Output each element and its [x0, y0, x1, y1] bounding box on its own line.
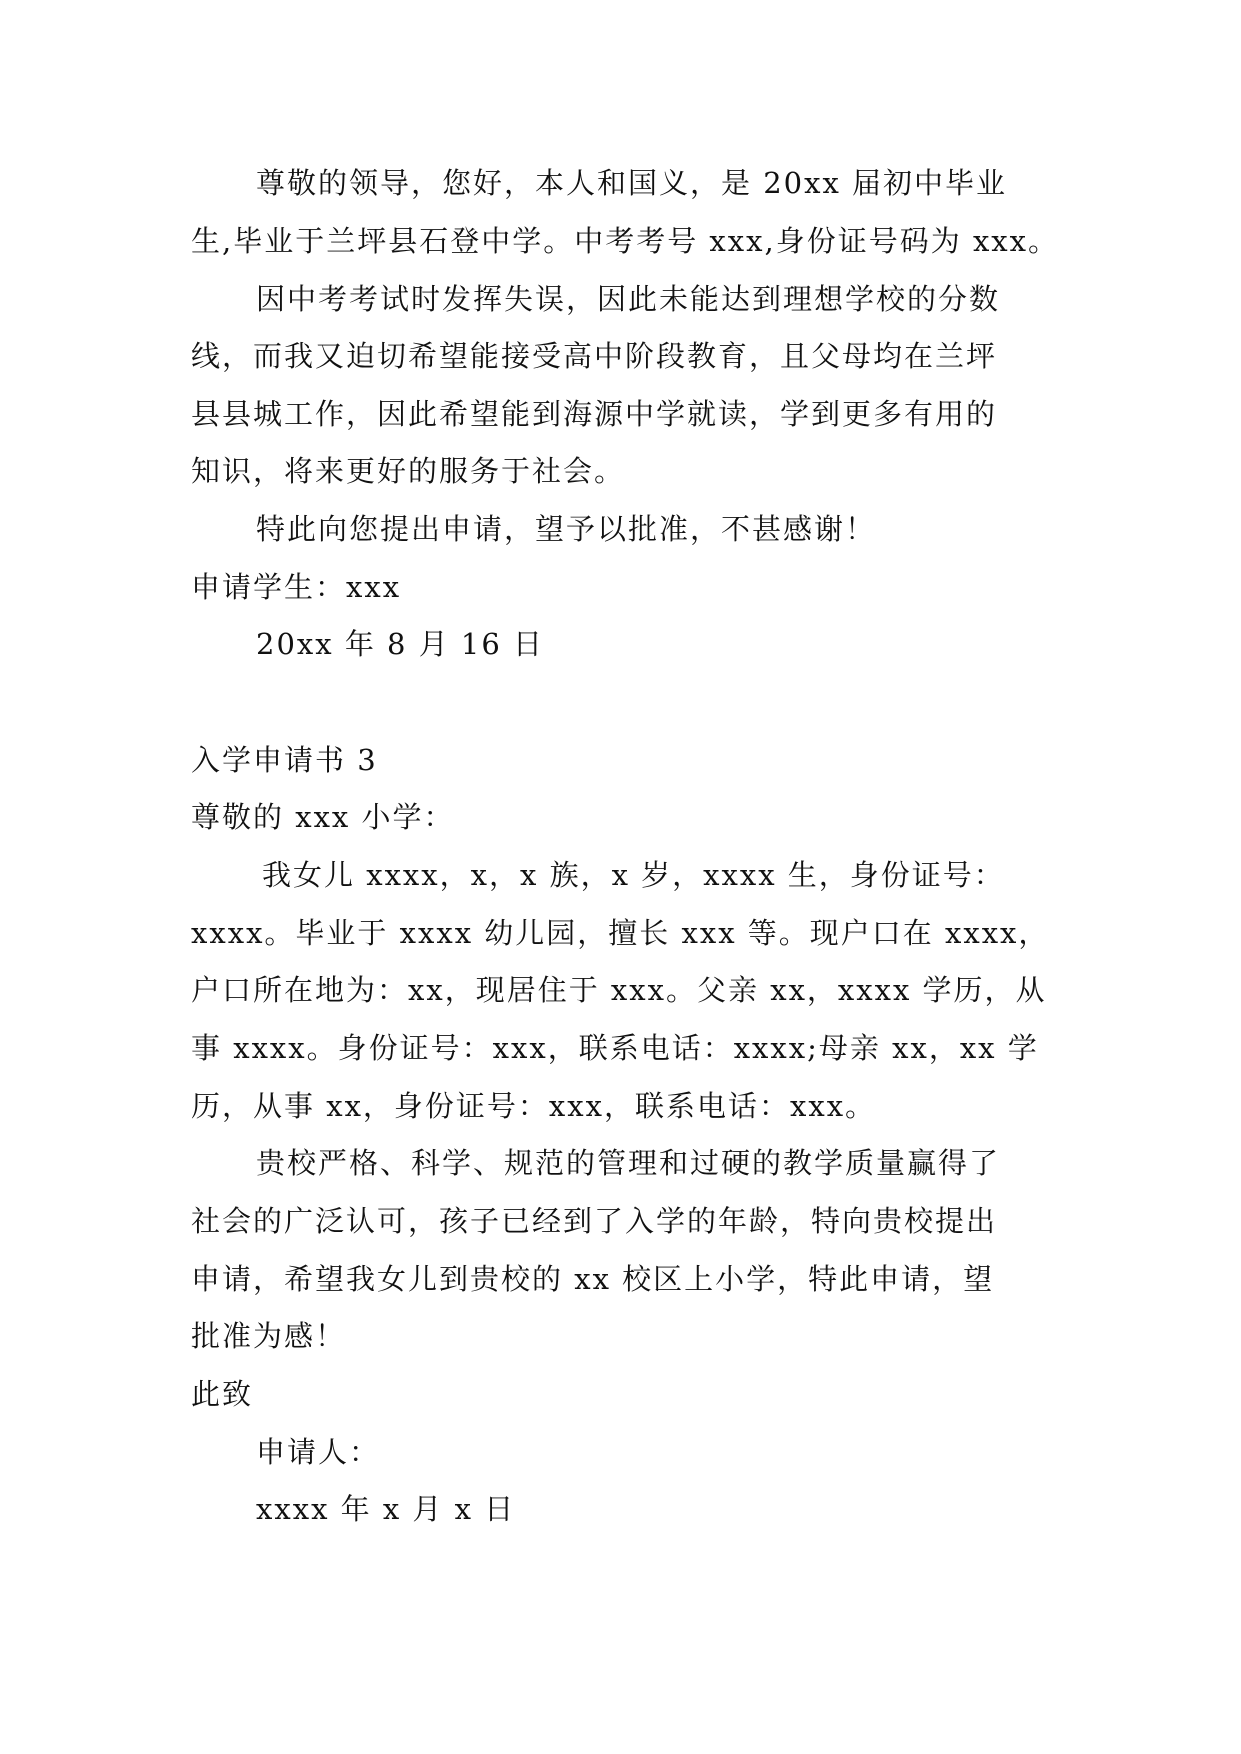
letter3-paragraph-1-line-4: 事 xxxx。身份证号：xxx，联系电话：xxxx;母亲 xx，xx 学 [191, 1031, 1039, 1065]
letter2-signature: 申请学生：xxx [191, 570, 402, 604]
letter3-date: xxxx 年 x 月 x 日 [256, 1492, 516, 1526]
letter3-applicant: 申请人： [256, 1435, 381, 1469]
letter3-paragraph-2-line-1: 贵校严格、科学、规范的管理和过硬的教学质量赢得了 [256, 1146, 1001, 1180]
letter3-paragraph-1-line-3: 户口所在地为：xx，现居住于 xxx。父亲 xx，xxxx 学历，从 [191, 973, 1047, 1007]
letter3-paragraph-1-line-2: xxxx。毕业于 xxxx 幼儿园，擅长 xxx 等。现户口在 xxxx， [191, 916, 1050, 950]
letter2-paragraph-2-line-2: 线，而我又迫切希望能接受高中阶段教育，且父母均在兰坪 [191, 339, 998, 373]
letter2-date: 20xx 年 8 月 16 日 [256, 627, 545, 661]
letter3-salutation: 尊敬的 xxx 小学： [191, 800, 455, 834]
letter2-paragraph-2-line-1: 因中考考试时发挥失误，因此未能达到理想学校的分数 [256, 282, 1001, 316]
letter3-closing: 此致 [191, 1377, 254, 1411]
letter3-paragraph-2-line-3: 申请，希望我女儿到贵校的 xx 校区上小学，特此申请，望 [191, 1262, 995, 1296]
letter2-paragraph-2-line-4: 知识，将来更好的服务于社会。 [191, 454, 626, 488]
letter2-paragraph-1-line-2: 生,毕业于兰坪县石登中学。中考考号 xxx,身份证号码为 xxx。 [191, 224, 1060, 258]
letter3-paragraph-2-line-4: 批准为感！ [191, 1319, 347, 1353]
letter3-paragraph-2-line-2: 社会的广泛认可，孩子已经到了入学的年龄，特向贵校提出 [191, 1204, 998, 1238]
letter3-paragraph-1-line-1: 我女儿 xxxx，x，x 族，x 岁，xxxx 生，身份证号： [262, 858, 1005, 892]
letter3-paragraph-1-line-5: 历，从事 xx，身份证号：xxx，联系电话：xxx。 [191, 1089, 877, 1123]
letter3-title: 入学申请书 3 [191, 743, 378, 777]
letter2-paragraph-1-line-1: 尊敬的领导，您好，本人和国义，是 20xx 届初中毕业 [256, 166, 1008, 200]
letter2-paragraph-2-line-3: 县县城工作，因此希望能到海源中学就读，学到更多有用的 [191, 397, 998, 431]
letter2-paragraph-3: 特此向您提出申请，望予以批准，不甚感谢！ [256, 512, 877, 546]
